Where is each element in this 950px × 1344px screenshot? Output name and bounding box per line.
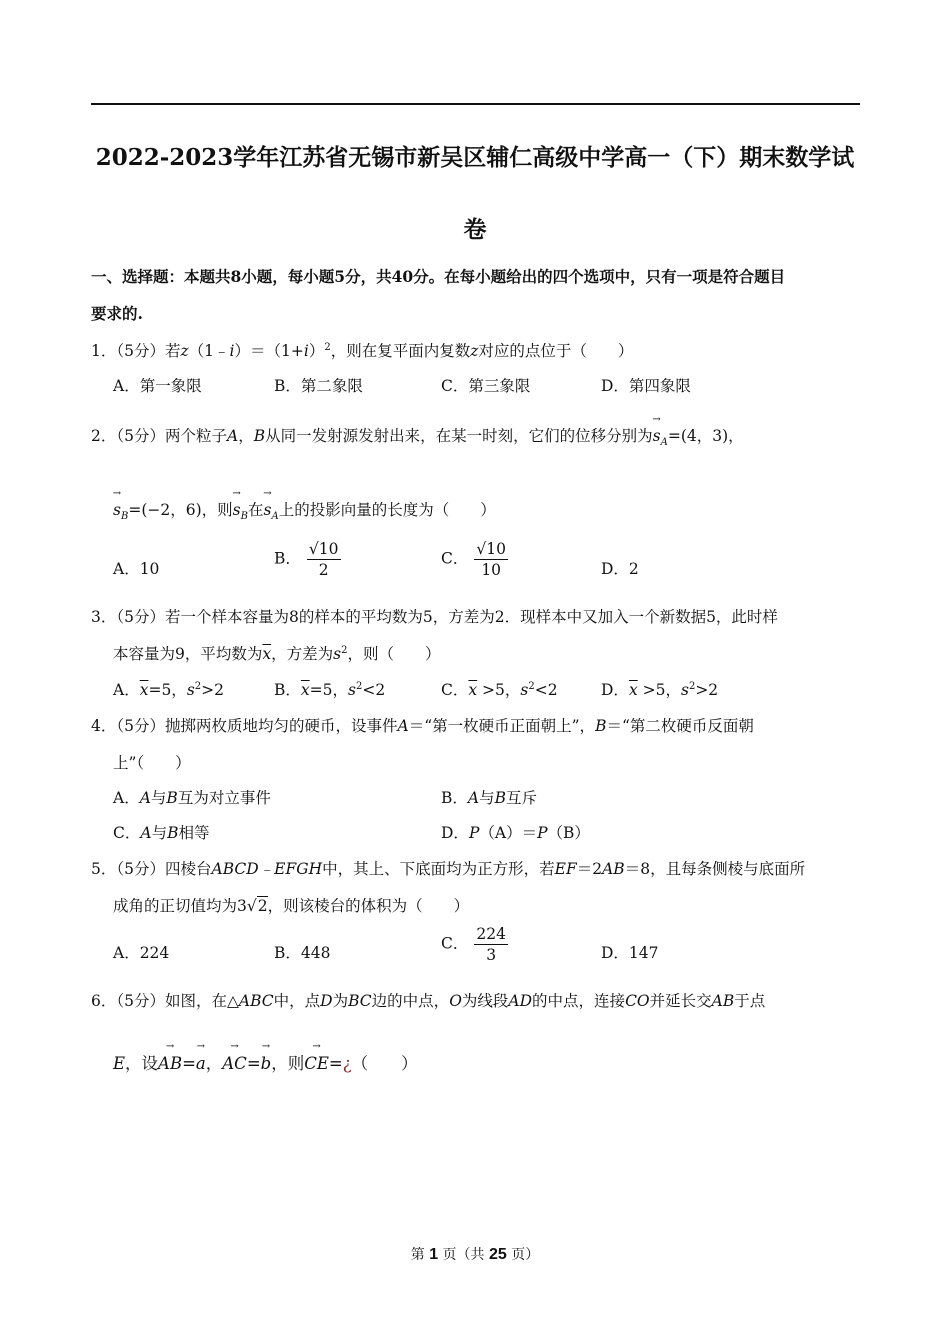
question-4-option-b[interactable]: B．A与B互斥 bbox=[441, 789, 538, 807]
question-1-option-d[interactable]: D．第四象限 bbox=[601, 377, 691, 395]
question-1-stem: 1．（5分）若$z(1﹣i)=(1+i)^2$，则在复平面内复数z对应的点位于（ ） bbox=[91, 341, 634, 360]
page-footer: 第 1 页（共 25 页） bbox=[410, 1246, 540, 1263]
question-6-stem-line2: E，设→ AB=→ a，→ AC=→ b，则→ CE=¿（ ） bbox=[113, 1050, 418, 1074]
question-3-option-d[interactable]: D．$\overline{x} >5$，$s^2>2$ bbox=[601, 680, 719, 699]
page-number: 1 bbox=[429, 1246, 439, 1263]
question-6-stem: 6．（5分）如图，在△ABC中，点D为BC边的中点，O为线段AD的中点，连接CO并延长交AB于点 bbox=[91, 992, 766, 1010]
question-3-option-a[interactable]: A．$\overline{x}=5$，$s^2>2$ bbox=[113, 680, 225, 699]
question-4-stem: 4．（5分）抛掷两枚质地均匀的硬币，设事件A＝“第一枚硬币正面朝上”，B＝“第二枚硬币反面朝 bbox=[91, 717, 754, 735]
question-2-stem-line2: → $s_B=(-2$，6)，则→ $s_B$在→ $s_A$上的投影向量的长度为（ ） bbox=[113, 498, 496, 522]
question-2-option-a[interactable]: A．10 bbox=[113, 560, 160, 578]
question-5-stem: 5．（5分）四棱台ABCD﹣EFGH中，其上、下底面均为正方形，若EF＝2AB＝8，且每条侧棱与底面所 bbox=[91, 860, 806, 878]
question-3-stem-line2: 本容量为9，平均数为$\overline{x}$，方差为$s^2$，则（ ） bbox=[113, 644, 441, 663]
question-1-option-b[interactable]: B．第二象限 bbox=[274, 377, 363, 395]
question-4-option-c[interactable]: C．A与B相等 bbox=[113, 824, 210, 842]
question-5-option-b[interactable]: B．448 bbox=[274, 944, 331, 962]
question-2-option-d[interactable]: D．2 bbox=[601, 560, 639, 578]
question-2-option-b[interactable]: B． $\frac{√10}{2}$ bbox=[274, 540, 339, 579]
page-total: 25 bbox=[489, 1246, 507, 1263]
question-3-option-c[interactable]: C．$\overline{x} >5$，$s^2<2$ bbox=[441, 680, 558, 699]
question-5-option-d[interactable]: D．147 bbox=[601, 944, 659, 962]
question-1-option-c[interactable]: C．第三象限 bbox=[441, 377, 531, 395]
question-4-stem-line2: 上”（ ） bbox=[113, 754, 191, 772]
question-5-option-a[interactable]: A．224 bbox=[113, 944, 170, 962]
question-4-option-a[interactable]: A．A与B互为对立事件 bbox=[113, 789, 271, 807]
top-rule bbox=[91, 103, 860, 105]
section-heading-line2: 要求的. bbox=[91, 304, 143, 323]
question-1-option-a[interactable]: A．第一象限 bbox=[113, 377, 202, 395]
question-3-option-b[interactable]: B．$\overline{x}=5$，$s^2<2$ bbox=[274, 680, 386, 699]
question-2-stem: 2．（5分）两个粒子A，B从同一发射源发射出来，在某一时刻，它们的位移分别为→ $s_A=(4$，3)， bbox=[91, 424, 744, 448]
question-5-stem-line2: 成角的正切值均为3√2，则该棱台的体积为（ ） bbox=[113, 897, 470, 915]
section-heading: 一、选择题：本题共8小题，每小题5分，共40分。在每小题给出的四个选项中，只有一项是符合题目 bbox=[91, 267, 786, 286]
question-3-stem: 3．（5分）若一个样本容量为8的样本的平均数为5，方差为2．现样本中又加入一个新数据5，此时样 bbox=[91, 608, 778, 626]
question-4-option-d[interactable]: D．P（A）＝P（B） bbox=[441, 824, 590, 842]
question-5-option-c[interactable]: C． $\frac{224}{3}$ bbox=[441, 925, 506, 964]
page-title: 2022-2023学年江苏省无锡市新吴区辅仁高级中学高一（下）期末数学试 bbox=[95, 144, 855, 171]
page-title-line2: 卷 bbox=[463, 216, 487, 243]
question-2-option-c[interactable]: C． $\frac{√10}{10}$ bbox=[441, 540, 506, 579]
